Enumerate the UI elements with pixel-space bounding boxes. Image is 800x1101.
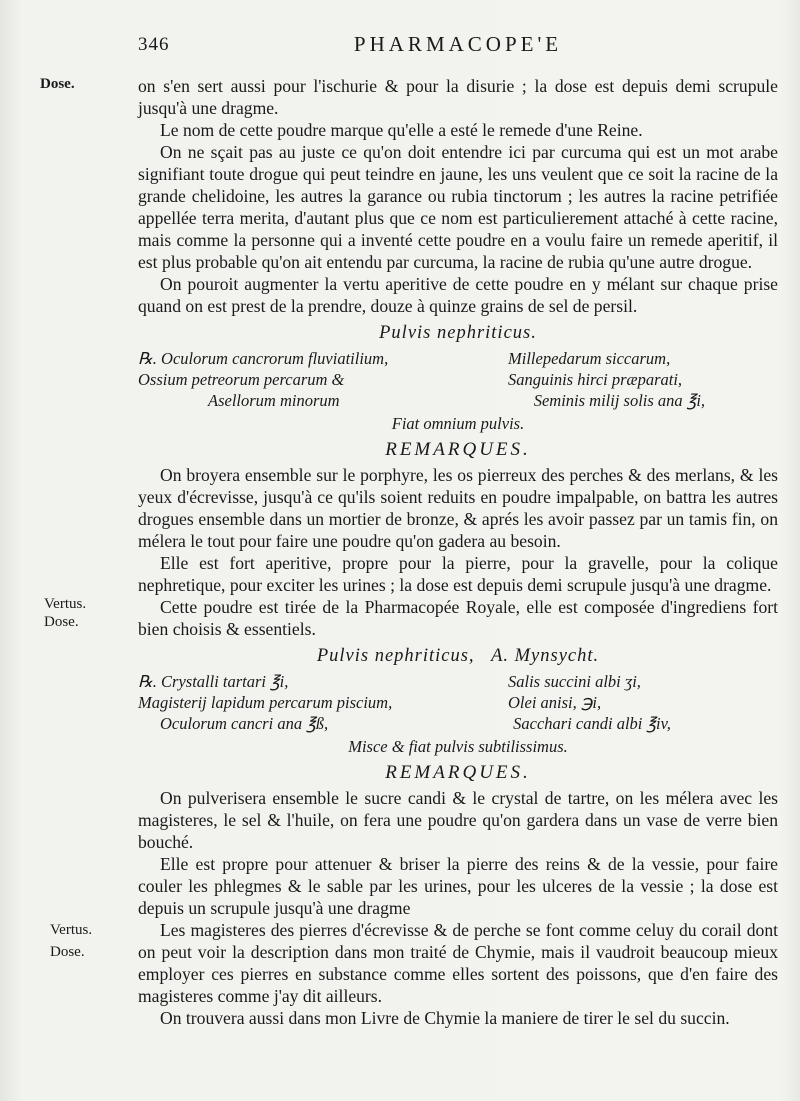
main-text bbox=[138, 75, 778, 1029]
paragraph: Elle est propre pour attenuer & briser la pierre des reins & de la vessie, pour faire couler les phlegmes & le sable par les urines, pour les ulceres de la vessie ; la dose est depuis un scrupule jusqu'à une dragme bbox=[138, 854, 778, 918]
recipe-line: Sanguinis hirci præparati, bbox=[508, 370, 683, 389]
page-number: 346 bbox=[138, 34, 170, 55]
recipe-block bbox=[138, 671, 778, 757]
paragraph: On broyera ensemble sur le porphyre, les os pierreux des perches & des merlans, & les yeux d'écrevisse, jusqu'à ce qu'ils soient reduits en poudre impalpable, on battra les autres drogues ensemble dans un mortier de bronze, & aprés les avoir passez par un tamis fin, on mélera le tout pour faire une poudre qu'on gadera au besoin. bbox=[138, 465, 778, 551]
paragraph: Le nom de cette poudre marque qu'elle a esté le remede d'une Reine. bbox=[160, 120, 643, 140]
recipe-line: Salis succini albi ʒi, bbox=[508, 672, 641, 691]
recipe-line: Asellorum minorum bbox=[208, 391, 340, 410]
section-heading: REMARQUES. bbox=[385, 439, 531, 460]
recipe-line: Millepedarum siccarum, bbox=[508, 349, 671, 368]
paragraph: On pulverisera ensemble le sucre candi & le crystal de tartre, on les mélera avec les magisteres, le sel & l'huile, on fera une poudre qu'on gardera dans un vase de verre bien bouché. bbox=[138, 788, 778, 852]
recipe-block bbox=[138, 348, 778, 434]
recipe-line: Sacchari candi albi ℥iv, bbox=[513, 714, 671, 733]
paragraph: Les magisteres des pierres d'écrevisse & de perche se font comme celuy du corail dont on peut voir la description dans mon traité de Chymie, mais il vaudroit beaucoup mieux employer ces pierres en substance comme elles sortent des poissons, que d'en faire des magisteres comme j'ay dit ailleurs. bbox=[138, 920, 778, 1006]
section-heading: REMARQUES. bbox=[385, 762, 531, 783]
paragraph: On pouroit augmenter la vertu aperitive de cette poudre en y mélant sur chaque prise quand on est prest de la prendre, douze à quinze grains de sel de persil. bbox=[138, 274, 778, 316]
recipe-line: Olei anisi, ℈i, bbox=[508, 693, 602, 712]
paragraph: on s'en sert aussi pour l'ischurie & pour la disurie ; la dose est depuis demi scrupule jusqu'à une dragme. bbox=[138, 76, 778, 118]
margin-note-vertus: Vertus. bbox=[50, 922, 93, 938]
recipe-line: Magisterij lapidum percarum piscium, bbox=[138, 693, 393, 712]
recipe-final: Fiat omnium pulvis. bbox=[391, 414, 525, 433]
running-title: PHARMACOPE'E bbox=[353, 32, 563, 56]
paragraph: On trouvera aussi dans mon Livre de Chymie la maniere de tirer le sel du succin. bbox=[160, 1008, 730, 1028]
margin-note-dose: Dose. bbox=[50, 944, 85, 960]
margin-note-dose: Dose. bbox=[40, 76, 75, 92]
recipe-line: Seminis milij solis ana ℥i, bbox=[533, 391, 706, 410]
paragraph: Cette poudre est tirée de la Pharmacopée Royale, elle est composée d'ingrediens fort bien choisis & essentiels. bbox=[138, 597, 778, 639]
margin-note-dose: Dose. bbox=[44, 614, 79, 630]
recipe-heading: Pulvis nephriticus. bbox=[379, 323, 537, 343]
paragraph: Elle est fort aperitive, propre pour la pierre, pour la gravelle, pour la colique nephretique, pour exciter les urines ; la dose est depuis demi scrupule jusqu'à une dragme. bbox=[138, 553, 778, 595]
page-header bbox=[138, 28, 778, 56]
recipe-line: ℞. Oculorum cancrorum fluviatilium, bbox=[138, 349, 389, 368]
recipe-line: Ossium petreorum percarum & bbox=[138, 370, 345, 389]
recipe-line: ℞. Crystalli tartari ℥i, bbox=[138, 672, 289, 691]
recipe-heading: Pulvis nephriticus, A. Mynsycht. bbox=[316, 646, 600, 666]
recipe-line: Oculorum cancri ana ℥ß, bbox=[160, 714, 329, 733]
recipe-final: Misce & fiat pulvis subtilissimus. bbox=[348, 737, 568, 756]
margin-note-vertus: Vertus. bbox=[44, 596, 87, 612]
paragraph: On ne sçait pas au juste ce qu'on doit entendre ici par curcuma qui est un mot arabe signifiant toute drogue qui peut teindre en jaune, les uns veulent que ce soit la racine de la grande chelidoine, les autres la garance ou rubia tinctorum ; les autres la racine petrifiée appellée terra merita, d'autant plus que ce nom est particulierement attaché à cette racine, mais comme la personne qui a inventé cette poudre en a voulu faire un remede aperitif, il est plus probable qu'on ait entendu par curcuma, la racine de rubia qu'une autre drogue. bbox=[138, 142, 778, 272]
